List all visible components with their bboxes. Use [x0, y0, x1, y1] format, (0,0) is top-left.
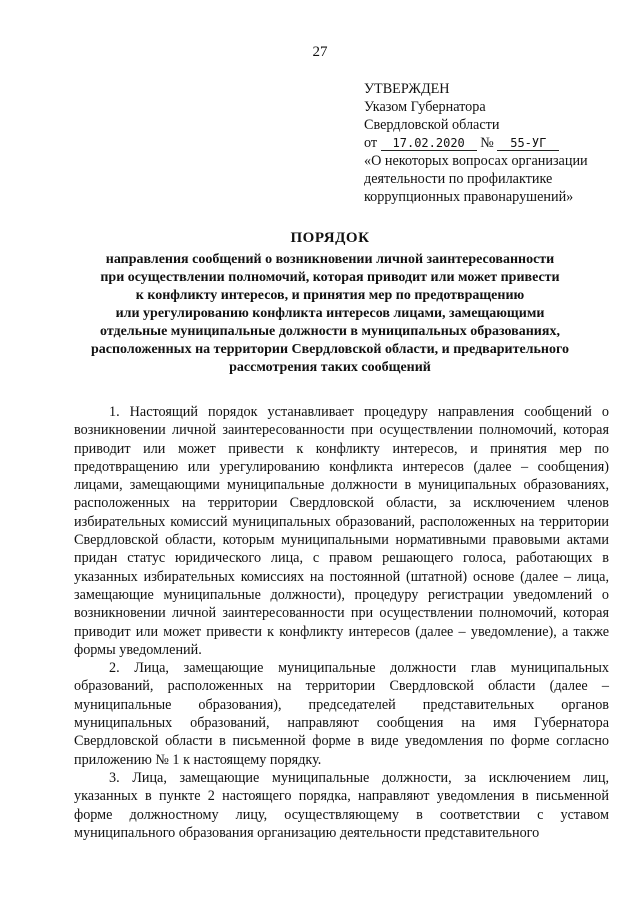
from-label: от — [364, 135, 378, 151]
subtitle-line: отдельные муниципальные должности в муниципальных образованиях, — [100, 324, 560, 339]
document-body — [74, 403, 609, 842]
document-subtitle — [60, 251, 600, 377]
paragraph-1: 1. Настоящий порядок устанавливает процедуру направления сообщений о возникновении личной заинтересованности при осуществлении полномочий, которая приводит или может привести к конфликту интересов, и принятия мер по предотвращению или урегулированию конфликта интересов (далее – сообщения) лицами, замещающими муниципальные должности в муниципальных образованиях, расположенных на территории Свердловской области, за исключением членов избирательных комиссий муниципальных образований, расположенных на территории Свердловской области, которым муниципальными нормативными правовыми актами придан статус юридического лица, с правом решающего голоса, работающих в указанных избирательных комиссиях на постоянной (штатной) основе (далее – лица, замещающие муниципальные должности), процедуру регистрации уведомлений о возникновении личной заинтересованности при осуществлении полномочий, которая приводит или может привести к конфликту интересов (далее – уведомление), а также формы уведомлений. — [74, 404, 609, 658]
approval-date: 17.02.2020 — [381, 137, 477, 151]
approval-heading: УТВЕРЖДЕН — [364, 81, 450, 97]
subtitle-line: рассмотрения таких сообщений — [229, 360, 431, 375]
approval-date-number-line — [364, 134, 614, 152]
subtitle-line: расположенных на территории Свердловской области, и предварительного — [90, 342, 570, 357]
subtitle-line: направления сообщений о возникновении личной заинтересованности — [105, 252, 555, 267]
approval-stamp — [364, 80, 614, 206]
subtitle-line: или урегулированию конфликта интересов лицами, замещающими — [115, 306, 545, 321]
approval-decree-title-line: деятельности по профилактике — [364, 171, 553, 187]
paragraph-2: 2. Лица, замещающие муниципальные должности глав муниципальных образований, расположенных на территории Свердловской области (далее – муниципальные образования), председателей представительных органов муниципальных образований, направляют сообщения на имя Губернатора Свердловской области в письменной форме в виде уведомления по форме согласно приложению № 1 к настоящему порядку. — [74, 660, 609, 768]
approval-decree-title-line: «О некоторых вопросах организации — [364, 153, 588, 169]
approval-number: 55-УГ — [497, 137, 559, 151]
paragraph-3: 3. Лица, замещающие муниципальные должности, за исключением лиц, указанных в пункте 2 настоящего порядка, направляют уведомления в письменной форме должностному лицу, осуществляющему в соответствии с уставом муниципального образования организацию деятельности представительного — [74, 769, 609, 841]
approval-region: Свердловской области — [364, 117, 500, 133]
document-title: ПОРЯДОК — [290, 230, 370, 246]
approval-decree-title-line: коррупционных правонарушений» — [364, 189, 574, 205]
document-title-block — [60, 230, 600, 377]
subtitle-line: при осуществлении полномочий, которая приводит или может привести — [100, 270, 560, 285]
subtitle-line: к конфликту интересов, и принятия мер по предотвращению — [135, 288, 525, 303]
number-label: № — [480, 135, 494, 151]
approval-issuer: Указом Губернатора — [364, 99, 486, 115]
page-number: 27 — [312, 44, 328, 60]
